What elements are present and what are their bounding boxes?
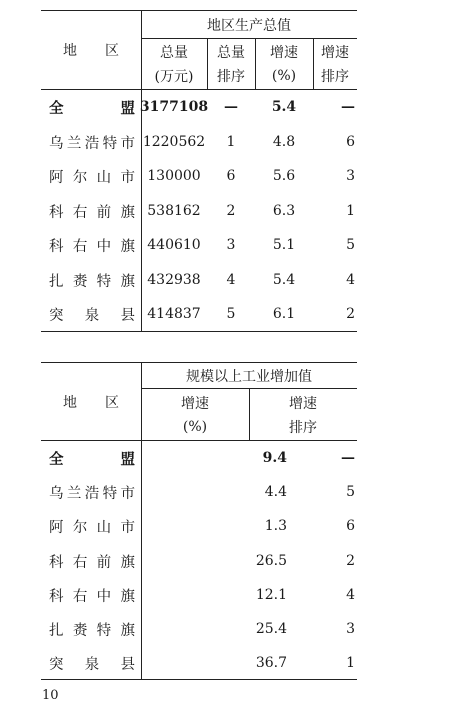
header-growth-rank-sub: 排序 bbox=[321, 69, 349, 85]
industry-growth-cell: 1.3 bbox=[264, 518, 287, 534]
header-group-industry: 规模以上工业增加值 bbox=[186, 368, 312, 385]
gdp-growth-rank-cell: — bbox=[341, 99, 355, 115]
industry-rank-cell: 3 bbox=[346, 621, 355, 637]
header-total-rank-sub: 排序 bbox=[217, 69, 245, 85]
header-growth-unit: (%) bbox=[182, 419, 208, 435]
industry-growth-cell: 9.4 bbox=[262, 450, 287, 466]
gdp-total-rank-cell: 4 bbox=[226, 272, 236, 288]
gdp-growth-cell: 4.8 bbox=[272, 134, 296, 150]
gdp-growth-cell: 5.1 bbox=[272, 237, 296, 253]
region-name: 突 泉 县 bbox=[49, 307, 135, 324]
gdp-total-rank-cell: 1 bbox=[226, 134, 236, 150]
industry-rank-cell: 1 bbox=[346, 655, 355, 671]
gdp-growth-rank-cell: 6 bbox=[346, 134, 355, 150]
region-name: 科 右 中 旗 bbox=[49, 238, 135, 255]
industry-rank-cell: 4 bbox=[346, 587, 355, 603]
region-name: 阿 尔 山 市 bbox=[49, 169, 135, 186]
gdp-total-rank-cell: 5 bbox=[226, 306, 236, 322]
gdp-table bbox=[41, 10, 357, 332]
table-bottom-rule bbox=[41, 331, 357, 332]
gdp-total-rank-cell: 3 bbox=[226, 237, 236, 253]
gdp-growth-cell: 6.1 bbox=[272, 306, 296, 322]
header-rank: 增速 bbox=[289, 396, 317, 412]
industry-rank-cell: 6 bbox=[346, 518, 355, 534]
industry-rank-cell: 2 bbox=[346, 553, 355, 569]
header-region: 地 区 bbox=[63, 43, 119, 59]
region-name: 全 盟 bbox=[49, 450, 135, 468]
header-growth-unit: (%) bbox=[271, 68, 297, 84]
gdp-total-cell: 440610 bbox=[147, 237, 201, 253]
gdp-total-rank-cell: 6 bbox=[226, 168, 236, 184]
gdp-growth-cell: 5.4 bbox=[272, 272, 296, 288]
industry-table bbox=[41, 362, 357, 680]
gdp-growth-rank-cell: 4 bbox=[346, 272, 355, 288]
region-name: 乌 兰 浩 特 市 bbox=[49, 485, 135, 502]
industry-growth-cell: 4.4 bbox=[264, 484, 287, 500]
industry-rank-cell: — bbox=[341, 450, 355, 466]
gdp-growth-cell: 5.6 bbox=[272, 168, 296, 184]
gdp-growth-rank-cell: 2 bbox=[346, 306, 355, 322]
industry-growth-cell: 36.7 bbox=[255, 655, 287, 671]
gdp-total-cell: 432938 bbox=[147, 272, 201, 288]
gdp-total-rank-cell: — bbox=[224, 99, 238, 115]
header-total: 总量 bbox=[160, 45, 188, 61]
region-name: 阿 尔 山 市 bbox=[49, 519, 135, 536]
gdp-total-cell: 414837 bbox=[147, 306, 201, 322]
header-growth: 增速 bbox=[270, 45, 298, 61]
industry-rank-cell: 5 bbox=[346, 484, 355, 500]
region-name: 扎 赉 特 旗 bbox=[49, 273, 135, 290]
region-name: 全 盟 bbox=[49, 99, 135, 117]
gdp-total-cell: 538162 bbox=[147, 203, 201, 219]
header-total-rank: 总量 bbox=[217, 45, 245, 61]
region-name: 科 右 前 旗 bbox=[49, 204, 135, 221]
header-total-unit: (万元) bbox=[154, 69, 194, 85]
header-growth-rank: 增速 bbox=[321, 45, 349, 61]
header-rank-sub: 排序 bbox=[289, 420, 317, 436]
gdp-total-rank-cell: 2 bbox=[226, 203, 236, 219]
gdp-growth-rank-cell: 5 bbox=[346, 237, 355, 253]
industry-growth-cell: 26.5 bbox=[255, 553, 287, 569]
region-name: 突 泉 县 bbox=[49, 656, 135, 673]
region-name: 科 右 前 旗 bbox=[49, 554, 135, 571]
gdp-growth-rank-cell: 3 bbox=[346, 168, 355, 184]
gdp-growth-rank-cell: 1 bbox=[346, 203, 355, 219]
industry-growth-cell: 12.1 bbox=[255, 587, 287, 603]
header-growth: 增速 bbox=[181, 396, 209, 412]
header-group-gdp: 地区生产总值 bbox=[207, 18, 291, 34]
page-number: 10 bbox=[42, 688, 59, 703]
header-region: 地 区 bbox=[63, 395, 119, 411]
gdp-total-cell: 3177108 bbox=[139, 99, 209, 115]
industry-growth-cell: 25.4 bbox=[255, 621, 287, 637]
group-header-rule bbox=[141, 38, 357, 39]
gdp-total-cell: 1220562 bbox=[142, 134, 206, 150]
gdp-total-cell: 130000 bbox=[147, 168, 201, 184]
table-top-rule bbox=[41, 10, 357, 11]
gdp-growth-cell: 5.4 bbox=[271, 99, 297, 115]
gdp-growth-cell: 6.3 bbox=[272, 203, 296, 219]
region-name: 扎 赉 特 旗 bbox=[49, 622, 135, 639]
region-name: 乌 兰 浩 特 市 bbox=[49, 135, 135, 152]
region-name: 科 右 中 旗 bbox=[49, 588, 135, 605]
